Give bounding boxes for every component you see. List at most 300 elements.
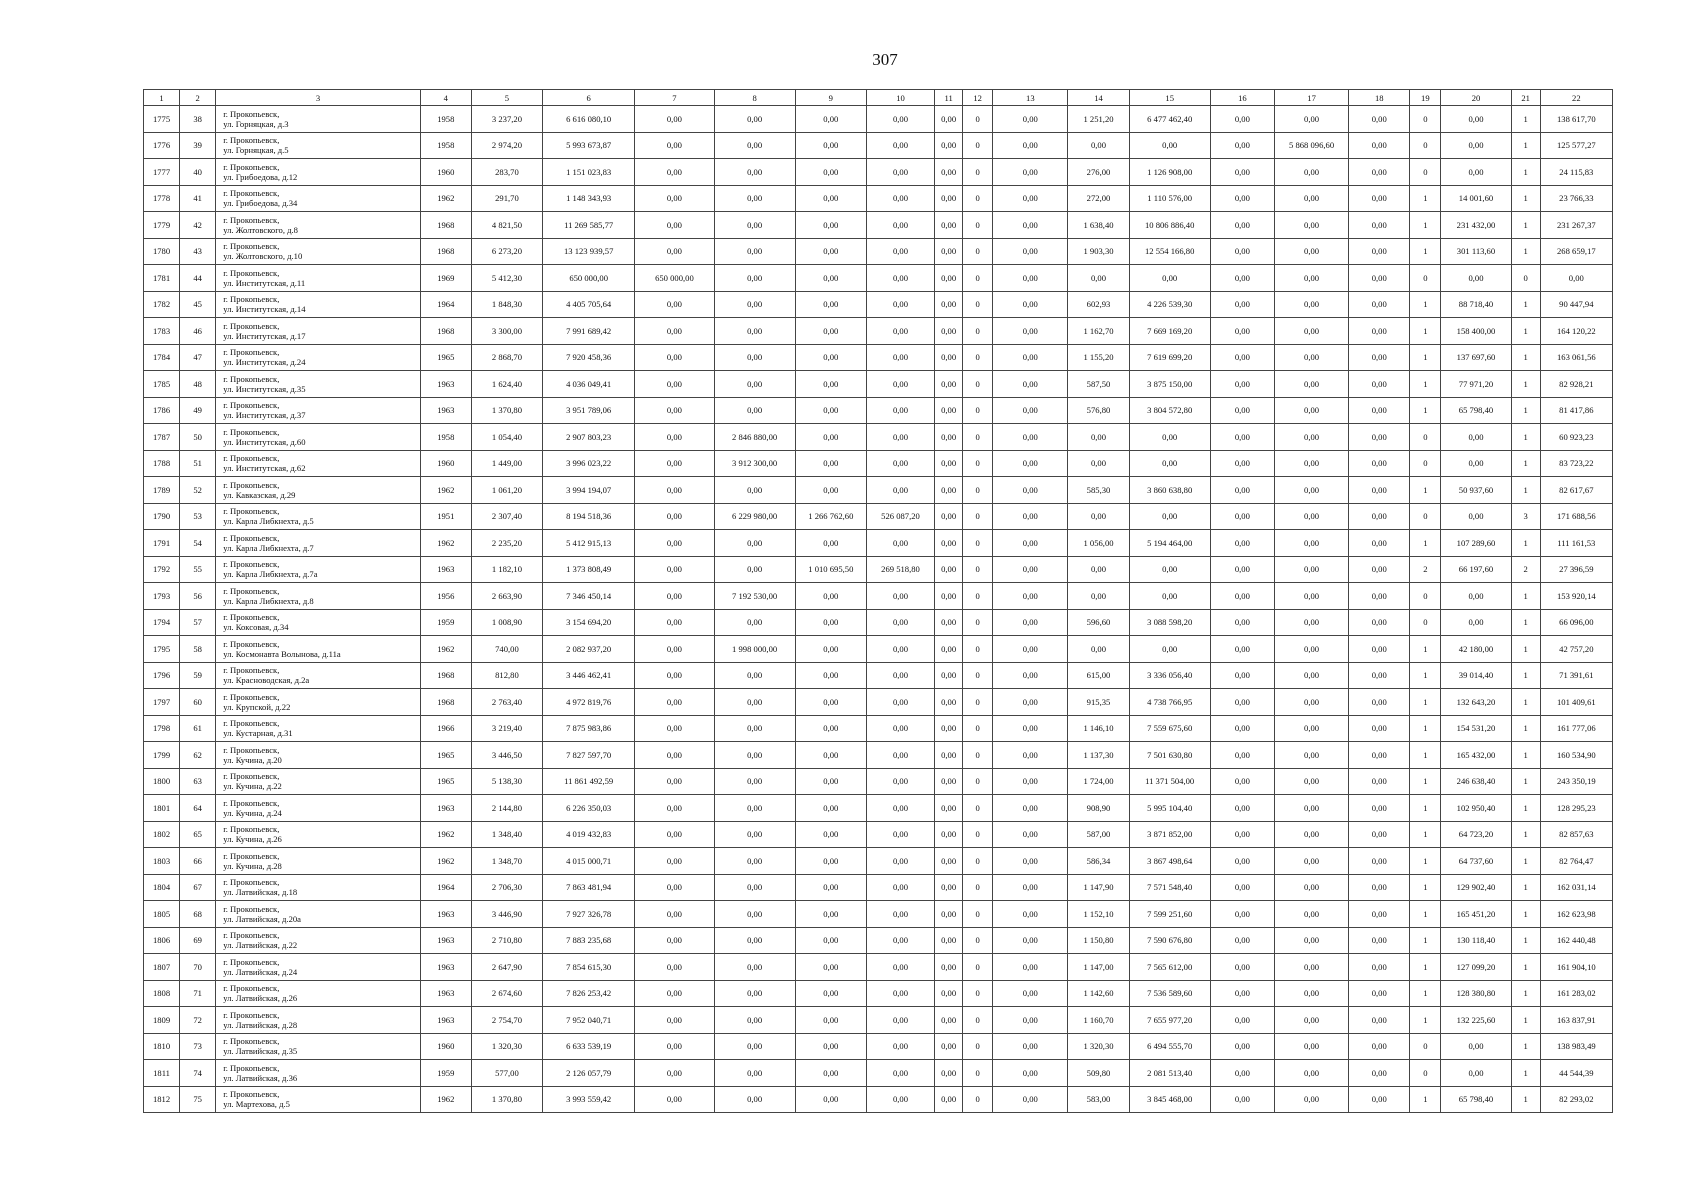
cell-col-18: 0,00 [1349, 715, 1410, 742]
cell-col-13: 0,00 [993, 609, 1068, 636]
table-row [144, 265, 1613, 292]
address-cell [216, 583, 421, 610]
cell-col-18: 0,00 [1349, 503, 1410, 530]
cell-col-4: 1963 [420, 556, 471, 583]
cell-col-1: 1807 [144, 954, 180, 981]
cell-col-15: 7 559 675,60 [1129, 715, 1210, 742]
cell-col-15: 0,00 [1129, 636, 1210, 663]
cell-col-11: 0,00 [935, 132, 963, 159]
cell-col-21: 1 [1511, 1060, 1540, 1087]
cell-col-4: 1962 [420, 477, 471, 504]
cell-col-14: 1 155,20 [1068, 344, 1129, 371]
cell-col-9: 0,00 [795, 1060, 866, 1087]
cell-col-9: 0,00 [795, 742, 866, 769]
cell-col-1: 1785 [144, 371, 180, 398]
cell-col-21: 1 [1511, 636, 1540, 663]
address-cell [216, 556, 421, 583]
cell-col-13: 0,00 [993, 397, 1068, 424]
cell-col-13: 0,00 [993, 212, 1068, 239]
cell-col-8: 2 846 880,00 [714, 424, 795, 451]
cell-col-10: 0,00 [866, 132, 934, 159]
cell-col-6: 3 993 559,42 [543, 1086, 635, 1113]
cell-col-9: 0,00 [795, 795, 866, 822]
address-cell [216, 530, 421, 557]
cell-col-1: 1809 [144, 1007, 180, 1034]
table-row [144, 503, 1613, 530]
cell-col-18: 0,00 [1349, 185, 1410, 212]
cell-col-19: 1 [1410, 954, 1441, 981]
cell-col-20: 0,00 [1441, 265, 1511, 292]
cell-col-13: 0,00 [993, 106, 1068, 133]
cell-col-5: 1 348,70 [471, 848, 542, 875]
cell-col-16: 0,00 [1210, 636, 1274, 663]
cell-col-6: 4 019 432,83 [543, 821, 635, 848]
table-row [144, 106, 1613, 133]
cell-col-1: 1781 [144, 265, 180, 292]
cell-col-15: 0,00 [1129, 265, 1210, 292]
cell-col-17: 5 868 096,60 [1274, 132, 1348, 159]
cell-col-20: 107 289,60 [1441, 530, 1511, 557]
cell-col-21: 3 [1511, 503, 1540, 530]
cell-col-9: 0,00 [795, 583, 866, 610]
column-header-9: 9 [795, 90, 866, 106]
cell-col-13: 0,00 [993, 662, 1068, 689]
cell-col-21: 1 [1511, 1033, 1540, 1060]
cell-col-19: 1 [1410, 795, 1441, 822]
address-cell [216, 212, 421, 239]
cell-col-13: 0,00 [993, 450, 1068, 477]
address-cell [216, 954, 421, 981]
cell-col-13: 0,00 [993, 689, 1068, 716]
cell-col-12: 0 [963, 450, 993, 477]
housing-register-table [143, 89, 1613, 1113]
cell-col-14: 0,00 [1068, 636, 1129, 663]
cell-col-1: 1794 [144, 609, 180, 636]
cell-col-5: 1 624,40 [471, 371, 542, 398]
cell-col-12: 0 [963, 477, 993, 504]
cell-col-8: 0,00 [714, 742, 795, 769]
cell-col-17: 0,00 [1274, 371, 1348, 398]
cell-col-8: 0,00 [714, 397, 795, 424]
table-row [144, 874, 1613, 901]
cell-col-17: 0,00 [1274, 450, 1348, 477]
cell-col-16: 0,00 [1210, 927, 1274, 954]
cell-col-4: 1960 [420, 1033, 471, 1060]
cell-col-21: 1 [1511, 212, 1540, 239]
address-city: г. Прокопьевск, [223, 956, 280, 967]
cell-col-5: 2 307,40 [471, 503, 542, 530]
cell-col-10: 526 087,20 [866, 503, 934, 530]
cell-col-16: 0,00 [1210, 1033, 1274, 1060]
cell-col-8: 0,00 [714, 901, 795, 928]
cell-col-7: 0,00 [635, 291, 714, 318]
table-row [144, 291, 1613, 318]
cell-col-17: 0,00 [1274, 927, 1348, 954]
cell-col-18: 0,00 [1349, 1007, 1410, 1034]
table-row [144, 397, 1613, 424]
cell-col-6: 7 854 615,30 [543, 954, 635, 981]
cell-col-17: 0,00 [1274, 291, 1348, 318]
cell-col-22: 162 031,14 [1540, 874, 1612, 901]
cell-col-20: 154 531,20 [1441, 715, 1511, 742]
cell-col-11: 0,00 [935, 450, 963, 477]
cell-col-6: 11 861 492,59 [543, 768, 635, 795]
cell-col-11: 0,00 [935, 662, 963, 689]
cell-col-5: 1 054,40 [471, 424, 542, 451]
cell-col-20: 132 643,20 [1441, 689, 1511, 716]
cell-col-7: 0,00 [635, 344, 714, 371]
cell-col-22: 164 120,22 [1540, 318, 1612, 345]
column-header-14: 14 [1068, 90, 1129, 106]
cell-col-16: 0,00 [1210, 768, 1274, 795]
cell-col-21: 1 [1511, 715, 1540, 742]
address-cell [216, 397, 421, 424]
cell-col-18: 0,00 [1349, 636, 1410, 663]
cell-col-13: 0,00 [993, 636, 1068, 663]
cell-col-2: 73 [180, 1033, 216, 1060]
cell-col-14: 1 903,30 [1068, 238, 1129, 265]
cell-col-8: 0,00 [714, 1086, 795, 1113]
cell-col-8: 0,00 [714, 874, 795, 901]
cell-col-15: 6 494 555,70 [1129, 1033, 1210, 1060]
address-street: ул. Карла Либкнехта, д.8 [223, 595, 314, 606]
cell-col-11: 0,00 [935, 530, 963, 557]
cell-col-16: 0,00 [1210, 1086, 1274, 1113]
cell-col-5: 3 446,90 [471, 901, 542, 928]
cell-col-18: 0,00 [1349, 689, 1410, 716]
address-street: ул. Латвийская, д.22 [223, 940, 298, 951]
cell-col-1: 1775 [144, 106, 180, 133]
cell-col-5: 2 706,30 [471, 874, 542, 901]
cell-col-16: 0,00 [1210, 901, 1274, 928]
cell-col-10: 0,00 [866, 874, 934, 901]
cell-col-16: 0,00 [1210, 980, 1274, 1007]
cell-col-9: 0,00 [795, 662, 866, 689]
cell-col-10: 0,00 [866, 185, 934, 212]
address-cell [216, 1007, 421, 1034]
cell-col-21: 1 [1511, 371, 1540, 398]
cell-col-4: 1968 [420, 318, 471, 345]
address-street: ул. Латвийская, д.26 [223, 993, 298, 1004]
column-header-22: 22 [1540, 90, 1612, 106]
cell-col-5: 4 821,50 [471, 212, 542, 239]
cell-col-11: 0,00 [935, 768, 963, 795]
cell-col-12: 0 [963, 742, 993, 769]
cell-col-5: 740,00 [471, 636, 542, 663]
cell-col-1: 1784 [144, 344, 180, 371]
cell-col-21: 1 [1511, 795, 1540, 822]
cell-col-2: 51 [180, 450, 216, 477]
cell-col-20: 0,00 [1441, 1060, 1511, 1087]
cell-col-18: 0,00 [1349, 397, 1410, 424]
address-street: ул. Крупской, д.22 [223, 701, 291, 712]
cell-col-5: 283,70 [471, 159, 542, 186]
cell-col-21: 1 [1511, 848, 1540, 875]
cell-col-1: 1808 [144, 980, 180, 1007]
cell-col-5: 1 061,20 [471, 477, 542, 504]
cell-col-16: 0,00 [1210, 344, 1274, 371]
cell-col-19: 0 [1410, 159, 1441, 186]
table-row [144, 715, 1613, 742]
cell-col-16: 0,00 [1210, 954, 1274, 981]
cell-col-1: 1787 [144, 424, 180, 451]
cell-col-8: 0,00 [714, 318, 795, 345]
address-cell [216, 291, 421, 318]
cell-col-6: 2 907 803,23 [543, 424, 635, 451]
cell-col-16: 0,00 [1210, 371, 1274, 398]
cell-col-1: 1782 [144, 291, 180, 318]
cell-col-19: 1 [1410, 768, 1441, 795]
cell-col-15: 0,00 [1129, 450, 1210, 477]
cell-col-13: 0,00 [993, 795, 1068, 822]
cell-col-10: 0,00 [866, 636, 934, 663]
cell-col-6: 7 952 040,71 [543, 1007, 635, 1034]
cell-col-21: 1 [1511, 768, 1540, 795]
cell-col-16: 0,00 [1210, 715, 1274, 742]
cell-col-20: 0,00 [1441, 583, 1511, 610]
address-street: ул. Латвийская, д.18 [223, 887, 298, 898]
cell-col-4: 1969 [420, 265, 471, 292]
cell-col-18: 0,00 [1349, 742, 1410, 769]
cell-col-4: 1956 [420, 583, 471, 610]
cell-col-15: 3 871 852,00 [1129, 821, 1210, 848]
cell-col-12: 0 [963, 1007, 993, 1034]
cell-col-12: 0 [963, 715, 993, 742]
cell-col-14: 1 147,00 [1068, 954, 1129, 981]
cell-col-5: 1 370,80 [471, 397, 542, 424]
cell-col-7: 0,00 [635, 662, 714, 689]
cell-col-18: 0,00 [1349, 371, 1410, 398]
cell-col-4: 1962 [420, 530, 471, 557]
cell-col-19: 1 [1410, 980, 1441, 1007]
cell-col-10: 0,00 [866, 291, 934, 318]
address-city: г. Прокопьевск, [223, 188, 280, 199]
cell-col-22: 101 409,61 [1540, 689, 1612, 716]
address-city: г. Прокопьевск, [223, 532, 280, 543]
cell-col-5: 3 446,50 [471, 742, 542, 769]
cell-col-7: 0,00 [635, 530, 714, 557]
cell-col-5: 2 674,60 [471, 980, 542, 1007]
address-cell [216, 106, 421, 133]
cell-col-17: 0,00 [1274, 689, 1348, 716]
cell-col-10: 0,00 [866, 238, 934, 265]
cell-col-5: 1 449,00 [471, 450, 542, 477]
cell-col-5: 1 370,80 [471, 1086, 542, 1113]
cell-col-8: 0,00 [714, 1060, 795, 1087]
cell-col-15: 7 571 548,40 [1129, 874, 1210, 901]
cell-col-10: 0,00 [866, 795, 934, 822]
cell-col-13: 0,00 [993, 901, 1068, 928]
cell-col-2: 48 [180, 371, 216, 398]
cell-col-22: 138 617,70 [1540, 106, 1612, 133]
cell-col-14: 583,00 [1068, 1086, 1129, 1113]
cell-col-2: 40 [180, 159, 216, 186]
cell-col-8: 0,00 [714, 1033, 795, 1060]
cell-col-2: 57 [180, 609, 216, 636]
cell-col-11: 0,00 [935, 609, 963, 636]
cell-col-6: 7 827 597,70 [543, 742, 635, 769]
address-city: г. Прокопьевск, [223, 1009, 280, 1020]
address-street: ул. Кучина, д.28 [223, 860, 282, 871]
cell-col-18: 0,00 [1349, 874, 1410, 901]
cell-col-14: 915,35 [1068, 689, 1129, 716]
cell-col-2: 72 [180, 1007, 216, 1034]
cell-col-17: 0,00 [1274, 795, 1348, 822]
column-header-18: 18 [1349, 90, 1410, 106]
cell-col-12: 0 [963, 1060, 993, 1087]
address-street: ул. Жолтовского, д.8 [223, 224, 298, 235]
cell-col-10: 0,00 [866, 265, 934, 292]
cell-col-10: 269 518,80 [866, 556, 934, 583]
cell-col-2: 63 [180, 768, 216, 795]
cell-col-14: 585,30 [1068, 477, 1129, 504]
cell-col-5: 3 300,00 [471, 318, 542, 345]
cell-col-6: 7 863 481,94 [543, 874, 635, 901]
address-city: г. Прокопьевск, [223, 1036, 280, 1047]
cell-col-16: 0,00 [1210, 238, 1274, 265]
cell-col-16: 0,00 [1210, 212, 1274, 239]
table-row [144, 424, 1613, 451]
cell-col-17: 0,00 [1274, 1060, 1348, 1087]
cell-col-8: 0,00 [714, 1007, 795, 1034]
table-row [144, 159, 1613, 186]
address-street: ул. Институтская, д.17 [223, 330, 306, 341]
address-cell [216, 265, 421, 292]
cell-col-22: 82 293,02 [1540, 1086, 1612, 1113]
cell-col-15: 10 806 886,40 [1129, 212, 1210, 239]
cell-col-10: 0,00 [866, 450, 934, 477]
cell-col-12: 0 [963, 662, 993, 689]
address-cell [216, 609, 421, 636]
cell-col-21: 1 [1511, 291, 1540, 318]
cell-col-19: 1 [1410, 530, 1441, 557]
cell-col-22: 42 757,20 [1540, 636, 1612, 663]
address-cell [216, 185, 421, 212]
cell-col-10: 0,00 [866, 609, 934, 636]
cell-col-6: 8 194 518,36 [543, 503, 635, 530]
cell-col-17: 0,00 [1274, 821, 1348, 848]
cell-col-11: 0,00 [935, 795, 963, 822]
cell-col-14: 587,50 [1068, 371, 1129, 398]
address-cell [216, 795, 421, 822]
cell-col-16: 0,00 [1210, 874, 1274, 901]
table-row [144, 848, 1613, 875]
cell-col-16: 0,00 [1210, 530, 1274, 557]
cell-col-18: 0,00 [1349, 450, 1410, 477]
cell-col-13: 0,00 [993, 291, 1068, 318]
cell-col-21: 1 [1511, 662, 1540, 689]
cell-col-18: 0,00 [1349, 795, 1410, 822]
cell-col-20: 246 638,40 [1441, 768, 1511, 795]
cell-col-1: 1783 [144, 318, 180, 345]
cell-col-7: 0,00 [635, 821, 714, 848]
cell-col-9: 0,00 [795, 927, 866, 954]
cell-col-19: 1 [1410, 927, 1441, 954]
cell-col-6: 4 405 705,64 [543, 291, 635, 318]
cell-col-4: 1963 [420, 901, 471, 928]
cell-col-22: 82 928,21 [1540, 371, 1612, 398]
cell-col-17: 0,00 [1274, 265, 1348, 292]
cell-col-21: 1 [1511, 609, 1540, 636]
cell-col-12: 0 [963, 424, 993, 451]
address-cell [216, 503, 421, 530]
address-cell [216, 901, 421, 928]
cell-col-13: 0,00 [993, 556, 1068, 583]
cell-col-19: 1 [1410, 185, 1441, 212]
cell-col-14: 1 160,70 [1068, 1007, 1129, 1034]
table-row [144, 212, 1613, 239]
cell-col-12: 0 [963, 954, 993, 981]
address-city: г. Прокопьевск, [223, 877, 280, 888]
cell-col-8: 0,00 [714, 927, 795, 954]
table-row [144, 1033, 1613, 1060]
cell-col-22: 153 920,14 [1540, 583, 1612, 610]
cell-col-19: 1 [1410, 874, 1441, 901]
cell-col-17: 0,00 [1274, 503, 1348, 530]
cell-col-13: 0,00 [993, 371, 1068, 398]
address-street: ул. Карла Либкнехта, д.5 [223, 516, 314, 527]
cell-col-6: 1 148 343,93 [543, 185, 635, 212]
cell-col-15: 1 110 576,00 [1129, 185, 1210, 212]
cell-col-21: 1 [1511, 689, 1540, 716]
cell-col-4: 1963 [420, 397, 471, 424]
cell-col-1: 1797 [144, 689, 180, 716]
cell-col-17: 0,00 [1274, 609, 1348, 636]
cell-col-8: 0,00 [714, 609, 795, 636]
column-header-7: 7 [635, 90, 714, 106]
address-street: ул. Кавказская, д.29 [223, 489, 296, 500]
cell-col-4: 1962 [420, 1086, 471, 1113]
cell-col-13: 0,00 [993, 265, 1068, 292]
cell-col-21: 1 [1511, 450, 1540, 477]
cell-col-21: 1 [1511, 424, 1540, 451]
cell-col-21: 1 [1511, 106, 1540, 133]
cell-col-2: 74 [180, 1060, 216, 1087]
cell-col-21: 1 [1511, 583, 1540, 610]
cell-col-13: 0,00 [993, 132, 1068, 159]
cell-col-22: 82 764,47 [1540, 848, 1612, 875]
cell-col-1: 1793 [144, 583, 180, 610]
cell-col-13: 0,00 [993, 1086, 1068, 1113]
cell-col-8: 0,00 [714, 530, 795, 557]
cell-col-5: 1 320,30 [471, 1033, 542, 1060]
cell-col-15: 6 477 462,40 [1129, 106, 1210, 133]
address-street: ул. Карла Либкнехта, д.7а [223, 569, 318, 580]
cell-col-11: 0,00 [935, 265, 963, 292]
cell-col-22: 71 391,61 [1540, 662, 1612, 689]
cell-col-9: 0,00 [795, 901, 866, 928]
address-city: г. Прокопьевск, [223, 479, 280, 490]
cell-col-4: 1964 [420, 874, 471, 901]
address-cell [216, 927, 421, 954]
cell-col-12: 0 [963, 238, 993, 265]
cell-col-18: 0,00 [1349, 477, 1410, 504]
cell-col-17: 0,00 [1274, 424, 1348, 451]
cell-col-2: 60 [180, 689, 216, 716]
cell-col-10: 0,00 [866, 954, 934, 981]
column-header-21: 21 [1511, 90, 1540, 106]
cell-col-12: 0 [963, 689, 993, 716]
address-cell [216, 742, 421, 769]
cell-col-16: 0,00 [1210, 132, 1274, 159]
cell-col-13: 0,00 [993, 185, 1068, 212]
cell-col-8: 0,00 [714, 662, 795, 689]
cell-col-21: 1 [1511, 1007, 1540, 1034]
cell-col-16: 0,00 [1210, 583, 1274, 610]
cell-col-9: 0,00 [795, 159, 866, 186]
cell-col-21: 1 [1511, 132, 1540, 159]
cell-col-15: 7 501 630,80 [1129, 742, 1210, 769]
